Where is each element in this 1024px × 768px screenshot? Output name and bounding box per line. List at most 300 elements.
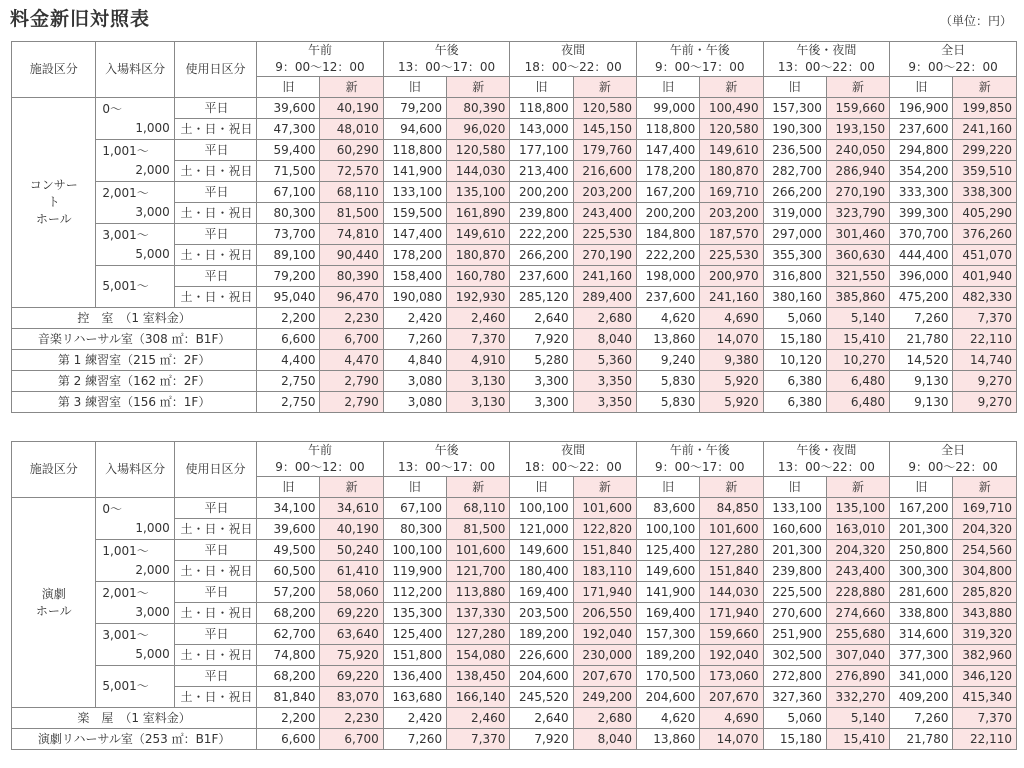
period-name: 午前・午後 [669, 43, 730, 57]
new-fee-cell: 2,460 [447, 308, 510, 329]
new-fee-cell: 6,700 [320, 729, 383, 750]
new-fee-cell: 3,130 [447, 392, 510, 413]
new-fee-cell: 346,120 [953, 666, 1017, 687]
period-header [890, 42, 1017, 77]
new-fee-cell: 81,500 [447, 519, 510, 540]
new-fee-cell: 255,680 [826, 624, 889, 645]
old-fee-cell: 149,600 [510, 540, 573, 561]
new-fee-cell: 4,690 [700, 708, 763, 729]
old-fee-cell: 184,800 [636, 224, 699, 245]
old-fee-cell: 2,750 [257, 392, 320, 413]
old-fee-cell: 4,620 [636, 708, 699, 729]
period-header [636, 42, 763, 77]
range-start: 0〜 [102, 501, 123, 516]
old-fee-cell: 83,600 [636, 498, 699, 519]
table-row [12, 540, 1017, 561]
new-fee-cell: 206,550 [573, 603, 636, 624]
new-header: 新 [953, 477, 1017, 498]
new-fee-cell: 7,370 [953, 308, 1017, 329]
table-row [12, 371, 1017, 392]
period-name: 午後 [434, 43, 459, 57]
admission-range [96, 140, 174, 182]
new-fee-cell: 171,940 [700, 603, 763, 624]
old-fee-cell: 74,800 [257, 645, 320, 666]
new-fee-cell: 249,200 [573, 687, 636, 708]
new-fee-cell: 2,230 [320, 308, 383, 329]
old-fee-cell: 95,040 [257, 287, 320, 308]
old-header: 旧 [763, 77, 826, 98]
facility-header: 施設区分 [12, 42, 96, 98]
period-name: 午前・午後 [669, 443, 730, 457]
table-row [12, 729, 1017, 750]
new-fee-cell: 319,320 [953, 624, 1017, 645]
room-label: 演劇リハーサル室（253 ㎡：B1F） [12, 729, 257, 750]
new-fee-cell: 113,880 [447, 582, 510, 603]
old-fee-cell: 7,260 [890, 308, 953, 329]
old-fee-cell: 2,640 [510, 308, 573, 329]
new-header: 新 [700, 477, 763, 498]
new-fee-cell: 6,700 [320, 329, 383, 350]
old-fee-cell: 143,000 [510, 119, 573, 140]
old-fee-cell: 141,900 [636, 582, 699, 603]
new-fee-cell: 321,550 [826, 266, 889, 287]
period-time: 9：00〜17：00 [655, 60, 745, 74]
new-fee-cell: 225,530 [700, 245, 763, 266]
old-fee-cell: 47,300 [257, 119, 320, 140]
old-fee-cell: 100,100 [383, 540, 446, 561]
new-fee-cell: 120,580 [447, 140, 510, 161]
old-fee-cell: 2,420 [383, 708, 446, 729]
new-fee-cell: 289,400 [573, 287, 636, 308]
new-fee-cell: 154,080 [447, 645, 510, 666]
old-fee-cell: 2,200 [257, 708, 320, 729]
new-fee-cell: 179,760 [573, 140, 636, 161]
new-fee-cell: 243,400 [573, 203, 636, 224]
new-fee-cell: 101,600 [573, 498, 636, 519]
new-fee-cell: 127,280 [447, 624, 510, 645]
new-fee-cell: 276,890 [826, 666, 889, 687]
admission-range [96, 266, 174, 308]
period-name: 全日 [941, 443, 966, 457]
period-header [763, 42, 890, 77]
new-fee-cell: 80,390 [447, 98, 510, 119]
new-header: 新 [320, 477, 383, 498]
new-fee-cell: 286,940 [826, 161, 889, 182]
facility-header: 施設区分 [12, 442, 96, 498]
new-fee-cell: 7,370 [953, 708, 1017, 729]
day-type: 平日 [174, 540, 256, 561]
new-fee-cell: 96,020 [447, 119, 510, 140]
new-fee-cell: 101,600 [700, 519, 763, 540]
period-time: 9：00〜22：00 [908, 60, 998, 74]
old-fee-cell: 4,400 [257, 350, 320, 371]
new-fee-cell: 159,660 [700, 624, 763, 645]
new-fee-cell: 241,160 [573, 266, 636, 287]
day-type: 平日 [174, 182, 256, 203]
new-fee-cell: 240,050 [826, 140, 889, 161]
old-header: 旧 [510, 77, 573, 98]
range-end: 5,000 [135, 646, 170, 661]
old-fee-cell: 89,100 [257, 245, 320, 266]
old-fee-cell: 377,300 [890, 645, 953, 666]
period-name: 夜間 [561, 43, 586, 57]
new-fee-cell: 5,920 [700, 371, 763, 392]
range-end: 2,000 [135, 562, 170, 577]
old-fee-cell: 4,620 [636, 308, 699, 329]
new-fee-cell: 100,490 [700, 98, 763, 119]
table-row [12, 266, 1017, 287]
old-fee-cell: 370,700 [890, 224, 953, 245]
old-fee-cell: 237,600 [510, 266, 573, 287]
new-fee-cell: 270,190 [826, 182, 889, 203]
old-fee-cell: 444,400 [890, 245, 953, 266]
new-fee-cell: 96,470 [320, 287, 383, 308]
new-fee-cell: 225,530 [573, 224, 636, 245]
old-fee-cell: 302,500 [763, 645, 826, 666]
old-fee-cell: 204,600 [636, 687, 699, 708]
new-fee-cell: 192,040 [700, 645, 763, 666]
period-header [510, 42, 637, 77]
old-fee-cell: 3,080 [383, 392, 446, 413]
new-fee-cell: 216,600 [573, 161, 636, 182]
table-row [12, 498, 1017, 519]
period-header [257, 42, 384, 77]
day-type: 平日 [174, 224, 256, 245]
new-fee-cell: 50,240 [320, 540, 383, 561]
old-fee-cell: 21,780 [890, 329, 953, 350]
day-type: 土・日・祝日 [174, 519, 256, 540]
range-start: 1,001〜 [102, 143, 149, 158]
admission-header: 入場料区分 [96, 442, 174, 498]
new-fee-cell: 166,140 [447, 687, 510, 708]
new-fee-cell: 360,630 [826, 245, 889, 266]
old-fee-cell: 81,840 [257, 687, 320, 708]
old-fee-cell: 167,200 [890, 498, 953, 519]
period-name: 午後・夜間 [796, 43, 857, 57]
old-fee-cell: 94,600 [383, 119, 446, 140]
old-fee-cell: 118,800 [636, 119, 699, 140]
period-time: 13：00〜17：00 [398, 60, 496, 74]
old-fee-cell: 396,000 [890, 266, 953, 287]
page-title: 料金新旧対照表 [10, 8, 151, 30]
old-fee-cell: 3,300 [510, 371, 573, 392]
period-header [510, 442, 637, 477]
new-header: 新 [320, 77, 383, 98]
old-fee-cell: 169,400 [510, 582, 573, 603]
new-header: 新 [447, 77, 510, 98]
concert-hall-fee-table [11, 41, 1017, 413]
old-fee-cell: 297,000 [763, 224, 826, 245]
admission-range [96, 182, 174, 224]
new-fee-cell: 151,840 [700, 561, 763, 582]
new-fee-cell: 359,510 [953, 161, 1017, 182]
new-fee-cell: 4,690 [700, 308, 763, 329]
table-row [12, 329, 1017, 350]
old-fee-cell: 7,920 [510, 729, 573, 750]
new-fee-cell: 192,930 [447, 287, 510, 308]
new-fee-cell: 5,140 [826, 708, 889, 729]
period-header [383, 42, 510, 77]
old-fee-cell: 245,520 [510, 687, 573, 708]
old-fee-cell: 189,200 [636, 645, 699, 666]
old-fee-cell: 6,600 [257, 729, 320, 750]
old-fee-cell: 100,100 [510, 498, 573, 519]
range-end: 1,000 [135, 120, 170, 135]
new-fee-cell: 14,740 [953, 350, 1017, 371]
old-fee-cell: 316,800 [763, 266, 826, 287]
old-fee-cell: 200,200 [636, 203, 699, 224]
old-fee-cell: 157,300 [636, 624, 699, 645]
admission-header: 入場料区分 [96, 42, 174, 98]
new-fee-cell: 274,660 [826, 603, 889, 624]
old-fee-cell: 225,500 [763, 582, 826, 603]
period-header [636, 442, 763, 477]
old-fee-cell: 201,300 [890, 519, 953, 540]
old-fee-cell: 67,100 [257, 182, 320, 203]
old-fee-cell: 39,600 [257, 519, 320, 540]
room-label: 音楽リハーサル室（308 ㎡：B1F） [12, 329, 257, 350]
admission-range [96, 624, 174, 666]
old-fee-cell: 333,300 [890, 182, 953, 203]
old-fee-cell: 100,100 [636, 519, 699, 540]
day-type: 平日 [174, 582, 256, 603]
range-start: 2,001〜 [102, 585, 149, 600]
room-label: 楽 屋 （1 室料金） [12, 708, 257, 729]
facility-name: コンサート ホール [12, 98, 96, 308]
old-fee-cell: 119,900 [383, 561, 446, 582]
new-fee-cell: 160,780 [447, 266, 510, 287]
old-header: 旧 [257, 77, 320, 98]
new-fee-cell: 203,200 [700, 203, 763, 224]
old-fee-cell: 21,780 [890, 729, 953, 750]
new-fee-cell: 270,190 [573, 245, 636, 266]
new-fee-cell: 401,940 [953, 266, 1017, 287]
old-header: 旧 [383, 77, 446, 98]
old-fee-cell: 338,800 [890, 603, 953, 624]
old-fee-cell: 189,200 [510, 624, 573, 645]
new-fee-cell: 169,710 [953, 498, 1017, 519]
old-fee-cell: 160,600 [763, 519, 826, 540]
old-fee-cell: 5,830 [636, 371, 699, 392]
day-type: 平日 [174, 140, 256, 161]
table-row [12, 98, 1017, 119]
new-fee-cell: 40,190 [320, 98, 383, 119]
new-fee-cell: 8,040 [573, 329, 636, 350]
new-fee-cell: 241,160 [953, 119, 1017, 140]
old-fee-cell: 125,400 [383, 624, 446, 645]
day-type: 土・日・祝日 [174, 645, 256, 666]
day-type: 平日 [174, 98, 256, 119]
range-start: 5,001〜 [102, 679, 149, 693]
old-fee-cell: 272,800 [763, 666, 826, 687]
old-fee-cell: 136,400 [383, 666, 446, 687]
admission-range [96, 224, 174, 266]
old-fee-cell: 118,800 [510, 98, 573, 119]
old-fee-cell: 7,260 [383, 329, 446, 350]
new-fee-cell: 228,880 [826, 582, 889, 603]
new-header: 新 [700, 77, 763, 98]
day-type-header: 使用日区分 [174, 42, 256, 98]
new-fee-cell: 187,570 [700, 224, 763, 245]
new-fee-cell: 299,220 [953, 140, 1017, 161]
new-fee-cell: 4,470 [320, 350, 383, 371]
old-fee-cell: 213,400 [510, 161, 573, 182]
new-fee-cell: 3,130 [447, 371, 510, 392]
new-fee-cell: 6,480 [826, 392, 889, 413]
old-fee-cell: 266,200 [510, 245, 573, 266]
range-start: 3,001〜 [102, 227, 149, 242]
old-fee-cell: 190,080 [383, 287, 446, 308]
new-fee-cell: 415,340 [953, 687, 1017, 708]
old-fee-cell: 237,600 [636, 287, 699, 308]
old-header: 旧 [383, 477, 446, 498]
period-time: 9：00〜12：00 [275, 60, 365, 74]
new-fee-cell: 84,850 [700, 498, 763, 519]
old-fee-cell: 9,130 [890, 392, 953, 413]
old-fee-cell: 118,800 [383, 140, 446, 161]
new-fee-cell: 15,410 [826, 729, 889, 750]
old-fee-cell: 57,200 [257, 582, 320, 603]
new-fee-cell: 4,910 [447, 350, 510, 371]
old-fee-cell: 222,200 [636, 245, 699, 266]
new-fee-cell: 40,190 [320, 519, 383, 540]
new-fee-cell: 241,160 [700, 287, 763, 308]
table-row [12, 624, 1017, 645]
old-fee-cell: 10,120 [763, 350, 826, 371]
old-fee-cell: 147,400 [636, 140, 699, 161]
new-fee-cell: 68,110 [320, 182, 383, 203]
old-header: 旧 [510, 477, 573, 498]
new-fee-cell: 9,270 [953, 371, 1017, 392]
old-fee-cell: 5,830 [636, 392, 699, 413]
new-fee-cell: 173,060 [700, 666, 763, 687]
new-fee-cell: 243,400 [826, 561, 889, 582]
new-fee-cell: 34,610 [320, 498, 383, 519]
old-header: 旧 [890, 77, 953, 98]
old-fee-cell: 327,360 [763, 687, 826, 708]
old-fee-cell: 5,060 [763, 708, 826, 729]
new-fee-cell: 180,870 [447, 245, 510, 266]
range-start: 3,001〜 [102, 627, 149, 642]
old-fee-cell: 354,200 [890, 161, 953, 182]
old-fee-cell: 169,400 [636, 603, 699, 624]
period-header [890, 442, 1017, 477]
new-fee-cell: 69,220 [320, 666, 383, 687]
new-fee-cell: 482,330 [953, 287, 1017, 308]
new-fee-cell: 22,110 [953, 329, 1017, 350]
new-fee-cell: 161,890 [447, 203, 510, 224]
old-fee-cell: 6,380 [763, 371, 826, 392]
old-fee-cell: 79,200 [257, 266, 320, 287]
old-fee-cell: 112,200 [383, 582, 446, 603]
table-row [12, 582, 1017, 603]
period-header [257, 442, 384, 477]
new-fee-cell: 405,290 [953, 203, 1017, 224]
day-type: 土・日・祝日 [174, 161, 256, 182]
new-fee-cell: 9,380 [700, 350, 763, 371]
old-fee-cell: 2,200 [257, 308, 320, 329]
old-fee-cell: 285,120 [510, 287, 573, 308]
day-type: 土・日・祝日 [174, 603, 256, 624]
old-fee-cell: 68,200 [257, 603, 320, 624]
old-fee-cell: 34,100 [257, 498, 320, 519]
new-fee-cell: 307,040 [826, 645, 889, 666]
new-fee-cell: 144,030 [700, 582, 763, 603]
old-fee-cell: 4,840 [383, 350, 446, 371]
old-fee-cell: 7,260 [890, 708, 953, 729]
header-row-periods [12, 42, 1017, 77]
period-name: 午後 [434, 443, 459, 457]
day-type: 平日 [174, 498, 256, 519]
old-header: 旧 [763, 477, 826, 498]
range-start: 1,001〜 [102, 543, 149, 558]
old-fee-cell: 151,800 [383, 645, 446, 666]
table-row [12, 666, 1017, 687]
old-fee-cell: 15,180 [763, 729, 826, 750]
period-time: 13：00〜22：00 [777, 60, 875, 74]
new-fee-cell: 74,810 [320, 224, 383, 245]
range-end: 2,000 [135, 162, 170, 177]
new-fee-cell: 144,030 [447, 161, 510, 182]
new-fee-cell: 135,100 [826, 498, 889, 519]
new-fee-cell: 120,580 [573, 98, 636, 119]
new-fee-cell: 385,860 [826, 287, 889, 308]
period-time: 9：00〜17：00 [655, 460, 745, 474]
old-fee-cell: 125,400 [636, 540, 699, 561]
header-row-periods [12, 442, 1017, 477]
old-fee-cell: 380,160 [763, 287, 826, 308]
new-fee-cell: 72,570 [320, 161, 383, 182]
new-fee-cell: 90,440 [320, 245, 383, 266]
period-time: 18：00〜22：00 [524, 60, 622, 74]
old-fee-cell: 355,300 [763, 245, 826, 266]
old-fee-cell: 60,500 [257, 561, 320, 582]
day-type: 土・日・祝日 [174, 561, 256, 582]
old-fee-cell: 314,600 [890, 624, 953, 645]
new-fee-cell: 451,070 [953, 245, 1017, 266]
period-time: 9：00〜22：00 [908, 460, 998, 474]
new-fee-cell: 2,460 [447, 708, 510, 729]
old-fee-cell: 178,200 [636, 161, 699, 182]
old-fee-cell: 67,100 [383, 498, 446, 519]
old-fee-cell: 226,600 [510, 645, 573, 666]
new-fee-cell: 138,450 [447, 666, 510, 687]
new-fee-cell: 180,870 [700, 161, 763, 182]
new-fee-cell: 204,320 [953, 519, 1017, 540]
old-fee-cell: 475,200 [890, 287, 953, 308]
range-end: 5,000 [135, 246, 170, 261]
old-fee-cell: 14,520 [890, 350, 953, 371]
old-fee-cell: 6,600 [257, 329, 320, 350]
new-fee-cell: 285,820 [953, 582, 1017, 603]
old-fee-cell: 222,200 [510, 224, 573, 245]
new-fee-cell: 2,230 [320, 708, 383, 729]
period-name: 午前 [307, 43, 332, 57]
old-header: 旧 [636, 77, 699, 98]
range-start: 5,001〜 [102, 279, 149, 293]
old-fee-cell: 80,300 [257, 203, 320, 224]
new-fee-cell: 376,260 [953, 224, 1017, 245]
old-fee-cell: 319,000 [763, 203, 826, 224]
day-type-header: 使用日区分 [174, 442, 256, 498]
new-fee-cell: 83,070 [320, 687, 383, 708]
new-header: 新 [573, 77, 636, 98]
range-end: 1,000 [135, 520, 170, 535]
new-fee-cell: 121,700 [447, 561, 510, 582]
room-label: 控 室 （1 室料金） [12, 308, 257, 329]
room-label: 第 2 練習室（162 ㎡：2F） [12, 371, 257, 392]
new-fee-cell: 8,040 [573, 729, 636, 750]
